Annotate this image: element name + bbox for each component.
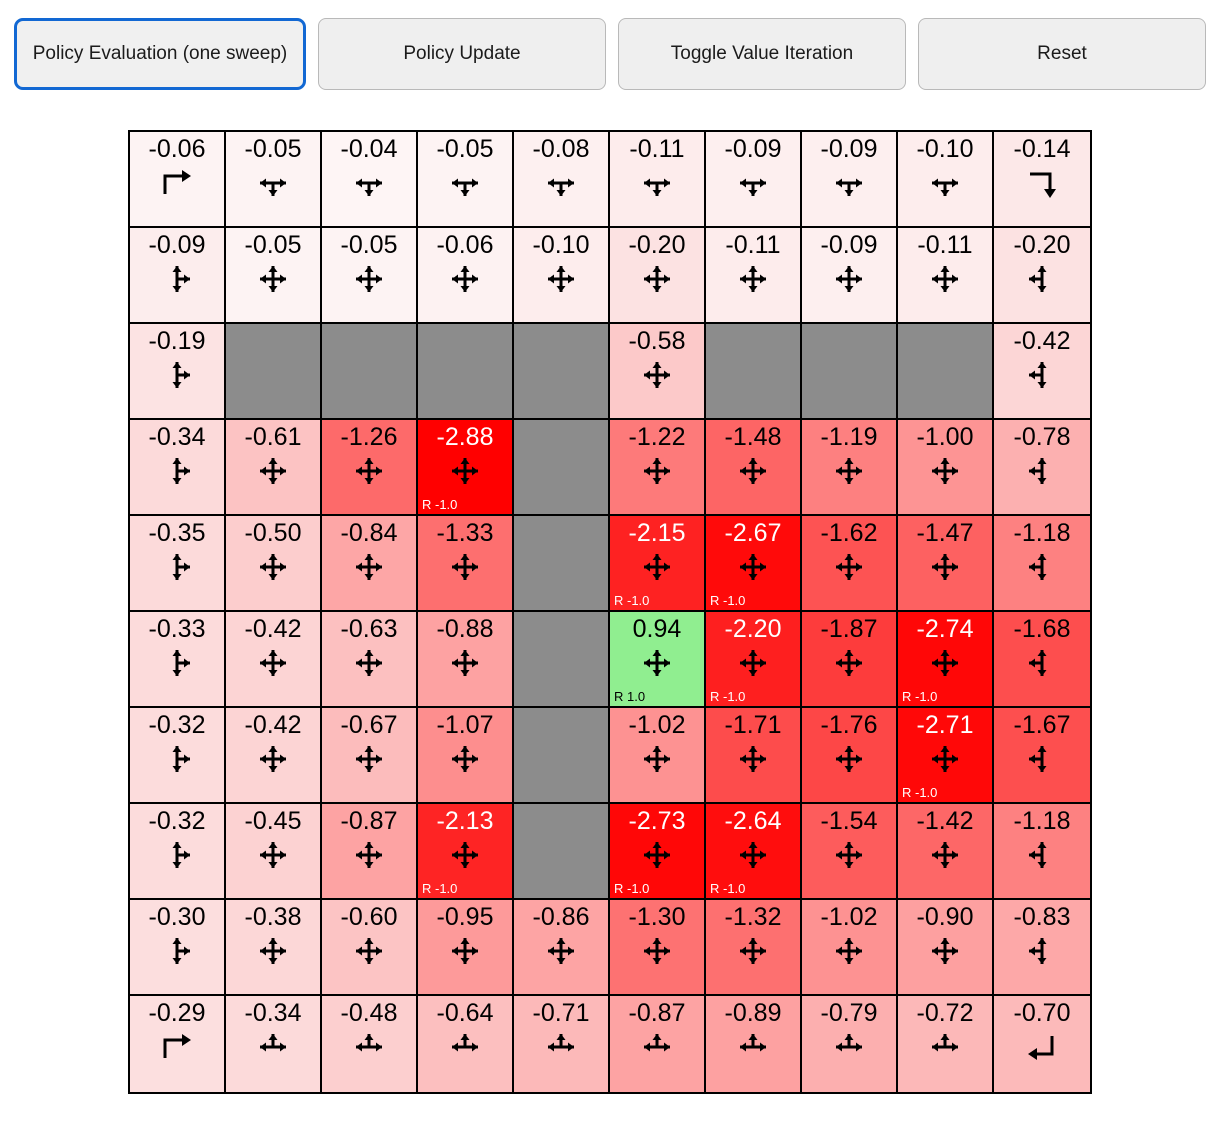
policy-arrows-icon — [610, 454, 704, 488]
grid-cell[interactable] — [994, 228, 1090, 324]
policy-arrows-icon — [514, 262, 608, 296]
grid-cell[interactable] — [322, 228, 418, 324]
cell-value: -0.84 — [340, 519, 398, 547]
grid-cell[interactable] — [130, 996, 226, 1092]
policy-arrows-icon — [706, 838, 800, 872]
grid-cell[interactable] — [226, 420, 322, 516]
cell-value: -2.20 — [724, 615, 782, 643]
policy-arrows-icon — [802, 166, 896, 200]
cell-value: -1.18 — [1013, 807, 1071, 835]
cell-value: -1.33 — [436, 519, 494, 547]
grid-cell[interactable] — [994, 516, 1090, 612]
grid-cell[interactable] — [418, 708, 514, 804]
cell-reward-label: R -1.0 — [902, 689, 938, 704]
grid-cell[interactable] — [130, 516, 226, 612]
grid-cell[interactable] — [994, 612, 1090, 708]
policy-arrows-icon — [994, 646, 1090, 680]
grid-cell[interactable] — [802, 132, 898, 228]
cell-value: -0.78 — [1013, 423, 1071, 451]
grid-cell[interactable] — [802, 420, 898, 516]
cell-value: -2.13 — [436, 807, 494, 835]
policy-arrows-icon — [130, 166, 224, 200]
policy-arrows-icon — [418, 550, 512, 584]
grid-cell[interactable] — [418, 900, 514, 996]
grid-cell[interactable] — [130, 612, 226, 708]
grid-cell[interactable] — [802, 708, 898, 804]
grid-cell[interactable] — [898, 516, 994, 612]
cell-value: -1.76 — [820, 711, 878, 739]
policy-arrows-icon — [802, 550, 896, 584]
policy-arrows-icon — [226, 934, 320, 968]
policy-arrows-icon — [994, 262, 1090, 296]
cell-value: -0.09 — [724, 135, 782, 163]
policy-arrows-icon — [514, 1030, 608, 1064]
grid-cell[interactable] — [706, 612, 802, 708]
cell-value: -2.73 — [628, 807, 686, 835]
policy-arrows-icon — [802, 454, 896, 488]
cell-value: -1.00 — [916, 423, 974, 451]
policy-arrows-icon — [898, 934, 992, 968]
cell-value: -0.58 — [628, 327, 686, 355]
cell-value: -1.71 — [724, 711, 782, 739]
grid-cell[interactable] — [418, 132, 514, 228]
grid-cell[interactable] — [226, 612, 322, 708]
grid-cell[interactable] — [130, 228, 226, 324]
grid-cell[interactable] — [418, 420, 514, 516]
cell-value: -0.42 — [1013, 327, 1071, 355]
grid-cell[interactable] — [802, 804, 898, 900]
grid-cell-wall[interactable] — [802, 324, 898, 420]
policy-arrows-icon — [322, 838, 416, 872]
grid-cell[interactable] — [802, 228, 898, 324]
policy-arrows-icon — [130, 454, 224, 488]
policy-arrows-icon — [802, 262, 896, 296]
cell-reward-label: R -1.0 — [710, 881, 746, 896]
policy-arrows-icon — [706, 742, 800, 776]
grid-cell[interactable] — [994, 804, 1090, 900]
policy-arrows-icon — [226, 166, 320, 200]
policy-arrows-icon — [994, 358, 1090, 392]
grid-cell[interactable] — [130, 420, 226, 516]
cell-value: -0.33 — [148, 615, 206, 643]
cell-value: -1.68 — [1013, 615, 1071, 643]
grid-cell[interactable] — [322, 132, 418, 228]
grid-cell[interactable] — [898, 804, 994, 900]
grid-cell-wall[interactable] — [706, 324, 802, 420]
cell-value: -0.09 — [820, 135, 878, 163]
grid-cell[interactable] — [706, 420, 802, 516]
grid-cell[interactable] — [610, 900, 706, 996]
grid-cell[interactable] — [898, 996, 994, 1092]
cell-value: -1.26 — [340, 423, 398, 451]
policy-arrows-icon — [226, 262, 320, 296]
grid-cell[interactable] — [994, 708, 1090, 804]
cell-value: -0.88 — [436, 615, 494, 643]
grid-cell[interactable] — [226, 228, 322, 324]
cell-value: -1.67 — [1013, 711, 1071, 739]
grid-cell[interactable] — [802, 900, 898, 996]
cell-value: -0.34 — [148, 423, 206, 451]
grid-cell[interactable] — [418, 612, 514, 708]
cell-value: -0.63 — [340, 615, 398, 643]
cell-value: -0.06 — [436, 231, 494, 259]
policy-arrows-icon — [418, 166, 512, 200]
cell-value: -1.54 — [820, 807, 878, 835]
cell-reward-label: R -1.0 — [902, 785, 938, 800]
grid-cell[interactable] — [706, 516, 802, 612]
cell-value: -1.48 — [724, 423, 782, 451]
grid-cell[interactable] — [514, 132, 610, 228]
policy-arrows-icon — [898, 742, 992, 776]
cell-value: -0.11 — [725, 231, 781, 259]
gridworld-grid[interactable] — [128, 130, 1092, 1094]
grid-cell-wall[interactable] — [226, 324, 322, 420]
policy-arrows-icon — [994, 838, 1090, 872]
cell-value: -0.32 — [148, 711, 206, 739]
cell-value: -0.11 — [629, 135, 685, 163]
cell-value: -0.05 — [436, 135, 494, 163]
grid-cell[interactable] — [130, 324, 226, 420]
policy-arrows-icon — [322, 646, 416, 680]
grid-cell[interactable] — [898, 132, 994, 228]
policy-arrows-icon — [610, 838, 704, 872]
gridworld-container — [0, 130, 1220, 1094]
policy-arrows-icon — [802, 742, 896, 776]
policy-arrows-icon — [418, 934, 512, 968]
grid-cell[interactable] — [322, 996, 418, 1092]
policy-arrows-icon — [994, 550, 1090, 584]
toolbar — [0, 0, 1220, 90]
policy-arrows-icon — [898, 838, 992, 872]
policy-arrows-icon — [898, 646, 992, 680]
policy-arrows-icon — [130, 550, 224, 584]
grid-cell[interactable] — [226, 900, 322, 996]
policy-arrows-icon — [514, 166, 608, 200]
policy-arrows-icon — [610, 550, 704, 584]
grid-cell[interactable] — [610, 804, 706, 900]
policy-arrows-icon — [802, 646, 896, 680]
grid-cell[interactable] — [706, 228, 802, 324]
grid-cell[interactable] — [610, 516, 706, 612]
cell-value: -0.95 — [436, 903, 494, 931]
grid-cell[interactable] — [994, 900, 1090, 996]
grid-cell[interactable] — [130, 132, 226, 228]
cell-value: -1.18 — [1013, 519, 1071, 547]
policy-arrows-icon — [898, 550, 992, 584]
grid-cell[interactable] — [418, 804, 514, 900]
cell-value: -0.48 — [340, 999, 398, 1027]
grid-cell[interactable] — [610, 420, 706, 516]
cell-value: -0.87 — [628, 999, 686, 1027]
cell-reward-label: R -1.0 — [614, 881, 650, 896]
cell-value: -1.87 — [820, 615, 878, 643]
grid-cell[interactable] — [322, 612, 418, 708]
cell-value: -0.09 — [820, 231, 878, 259]
grid-cell[interactable] — [706, 132, 802, 228]
policy-arrows-icon — [130, 1030, 224, 1064]
grid-cell-wall[interactable] — [898, 324, 994, 420]
policy-arrows-icon — [418, 838, 512, 872]
policy-arrows-icon — [610, 934, 704, 968]
cell-value: -1.19 — [820, 423, 878, 451]
grid-cell[interactable] — [610, 612, 706, 708]
cell-value: -0.11 — [917, 231, 973, 259]
grid-cell[interactable] — [322, 420, 418, 516]
policy-arrows-icon — [514, 934, 608, 968]
cell-reward-label: R -1.0 — [710, 689, 746, 704]
cell-reward-label: R -1.0 — [614, 593, 650, 608]
grid-cell[interactable] — [706, 996, 802, 1092]
grid-cell-wall[interactable] — [514, 324, 610, 420]
grid-cell[interactable] — [898, 420, 994, 516]
cell-value: -0.20 — [628, 231, 686, 259]
policy-arrows-icon — [322, 742, 416, 776]
cell-value: -0.60 — [340, 903, 398, 931]
policy-arrows-icon — [130, 838, 224, 872]
grid-cell[interactable] — [130, 708, 226, 804]
cell-value: -0.04 — [340, 135, 398, 163]
policy-arrows-icon — [994, 454, 1090, 488]
cell-value: -0.05 — [340, 231, 398, 259]
cell-value: -1.02 — [820, 903, 878, 931]
grid-cell[interactable] — [226, 132, 322, 228]
grid-cell[interactable] — [898, 612, 994, 708]
policy-arrows-icon — [898, 454, 992, 488]
grid-cell[interactable] — [322, 900, 418, 996]
grid-cell-wall[interactable] — [514, 612, 610, 708]
policy-arrows-icon — [994, 166, 1090, 200]
policy-arrows-icon — [898, 166, 992, 200]
cell-value: -0.10 — [916, 135, 974, 163]
cell-value: -2.74 — [916, 615, 974, 643]
grid-cell[interactable] — [418, 996, 514, 1092]
cell-value: -1.32 — [724, 903, 782, 931]
grid-cell[interactable] — [994, 420, 1090, 516]
grid-cell[interactable] — [706, 708, 802, 804]
policy-arrows-icon — [130, 742, 224, 776]
policy-arrows-icon — [322, 166, 416, 200]
policy-arrows-icon — [898, 262, 992, 296]
cell-value: -1.07 — [436, 711, 494, 739]
grid-cell-wall[interactable] — [418, 324, 514, 420]
grid-cell[interactable] — [226, 516, 322, 612]
grid-cell-wall[interactable] — [322, 324, 418, 420]
policy-arrows-icon — [994, 934, 1090, 968]
policy-arrows-icon — [706, 454, 800, 488]
grid-cell[interactable] — [802, 612, 898, 708]
cell-value: -2.15 — [628, 519, 686, 547]
cell-value: 0.94 — [632, 615, 682, 643]
policy-arrows-icon — [226, 550, 320, 584]
cell-value: -0.06 — [148, 135, 206, 163]
policy-arrows-icon — [418, 262, 512, 296]
grid-cell[interactable] — [514, 228, 610, 324]
grid-cell[interactable] — [898, 900, 994, 996]
grid-cell[interactable] — [130, 900, 226, 996]
policy-arrows-icon — [130, 934, 224, 968]
policy-arrows-icon — [802, 838, 896, 872]
policy-arrows-icon — [610, 166, 704, 200]
grid-cell-wall[interactable] — [514, 804, 610, 900]
grid-cell[interactable] — [226, 996, 322, 1092]
policy-arrows-icon — [802, 934, 896, 968]
policy-arrows-icon — [610, 646, 704, 680]
grid-cell[interactable] — [130, 804, 226, 900]
grid-cell[interactable] — [802, 516, 898, 612]
cell-value: -0.08 — [532, 135, 590, 163]
cell-value: -0.89 — [724, 999, 782, 1027]
policy-arrows-icon — [322, 1030, 416, 1064]
policy-arrows-icon — [418, 742, 512, 776]
grid-cell[interactable] — [610, 996, 706, 1092]
grid-cell[interactable] — [610, 324, 706, 420]
policy-arrows-icon — [706, 934, 800, 968]
cell-value: -2.71 — [916, 711, 974, 739]
grid-cell[interactable] — [994, 132, 1090, 228]
cell-value: -1.47 — [916, 519, 974, 547]
policy-arrows-icon — [130, 358, 224, 392]
cell-value: -0.09 — [148, 231, 206, 259]
grid-cell[interactable] — [994, 324, 1090, 420]
cell-value: -0.50 — [244, 519, 302, 547]
cell-reward-label: R -1.0 — [710, 593, 746, 608]
cell-value: -0.71 — [532, 999, 590, 1027]
grid-cell[interactable] — [610, 228, 706, 324]
grid-cell[interactable] — [322, 708, 418, 804]
cell-value: -0.42 — [244, 615, 302, 643]
policy-arrows-icon — [994, 1030, 1090, 1064]
cell-value: -0.42 — [244, 711, 302, 739]
cell-value: -0.79 — [820, 999, 878, 1027]
grid-cell[interactable] — [418, 228, 514, 324]
grid-cell[interactable] — [514, 996, 610, 1092]
cell-value: -0.67 — [340, 711, 398, 739]
grid-cell-wall[interactable] — [514, 420, 610, 516]
cell-value: -1.30 — [628, 903, 686, 931]
grid-cell[interactable] — [610, 708, 706, 804]
cell-value: -1.22 — [628, 423, 686, 451]
cell-value: -0.19 — [148, 327, 206, 355]
cell-value: -0.34 — [244, 999, 302, 1027]
cell-value: -2.88 — [436, 423, 494, 451]
cell-value: -0.20 — [1013, 231, 1071, 259]
grid-cell[interactable] — [706, 900, 802, 996]
policy-arrows-icon — [226, 742, 320, 776]
toolbar-button-2[interactable]: Toggle Value Iteration — [618, 18, 906, 90]
policy-arrows-icon — [418, 646, 512, 680]
cell-value: -0.45 — [244, 807, 302, 835]
policy-arrows-icon — [226, 1030, 320, 1064]
cell-value: -1.42 — [916, 807, 974, 835]
grid-cell[interactable] — [418, 516, 514, 612]
policy-arrows-icon — [706, 262, 800, 296]
policy-arrows-icon — [130, 262, 224, 296]
cell-value: -0.61 — [244, 423, 302, 451]
policy-arrows-icon — [418, 454, 512, 488]
cell-value: -0.70 — [1013, 999, 1071, 1027]
cell-value: -0.38 — [244, 903, 302, 931]
grid-cell-wall[interactable] — [514, 516, 610, 612]
cell-value: -0.64 — [436, 999, 494, 1027]
grid-cell[interactable] — [802, 996, 898, 1092]
policy-arrows-icon — [322, 454, 416, 488]
policy-arrows-icon — [610, 358, 704, 392]
toolbar-button-0[interactable]: Policy Evaluation (one sweep) — [14, 18, 306, 90]
toolbar-button-3[interactable]: Reset — [918, 18, 1206, 90]
cell-value: -1.02 — [628, 711, 686, 739]
cell-value: -0.86 — [532, 903, 590, 931]
grid-cell-wall[interactable] — [514, 708, 610, 804]
cell-value: -0.35 — [148, 519, 206, 547]
policy-arrows-icon — [610, 1030, 704, 1064]
policy-arrows-icon — [706, 1030, 800, 1064]
grid-cell[interactable] — [994, 996, 1090, 1092]
policy-arrows-icon — [322, 262, 416, 296]
cell-value: -0.32 — [148, 807, 206, 835]
policy-arrows-icon — [226, 454, 320, 488]
cell-value: -2.64 — [724, 807, 782, 835]
cell-value: -0.30 — [148, 903, 206, 931]
grid-cell[interactable] — [226, 804, 322, 900]
cell-value: -0.10 — [532, 231, 590, 259]
policy-arrows-icon — [706, 550, 800, 584]
cell-value: -0.14 — [1013, 135, 1071, 163]
grid-cell[interactable] — [322, 804, 418, 900]
cell-value: -0.29 — [148, 999, 206, 1027]
policy-arrows-icon — [322, 934, 416, 968]
cell-value: -0.83 — [1013, 903, 1071, 931]
policy-arrows-icon — [418, 1030, 512, 1064]
policy-arrows-icon — [802, 1030, 896, 1064]
cell-reward-label: R 1.0 — [614, 689, 646, 704]
policy-arrows-icon — [226, 646, 320, 680]
cell-reward-label: R -1.0 — [422, 881, 458, 896]
cell-reward-label: R -1.0 — [422, 497, 458, 512]
cell-value: -0.87 — [340, 807, 398, 835]
policy-arrows-icon — [610, 742, 704, 776]
grid-cell[interactable] — [514, 900, 610, 996]
grid-cell[interactable] — [322, 516, 418, 612]
policy-arrows-icon — [706, 646, 800, 680]
cell-value: -0.72 — [916, 999, 974, 1027]
policy-arrows-icon — [130, 646, 224, 680]
cell-value: -2.67 — [724, 519, 782, 547]
cell-value: -0.05 — [244, 231, 302, 259]
grid-cell[interactable] — [898, 708, 994, 804]
grid-cell[interactable] — [226, 708, 322, 804]
policy-arrows-icon — [226, 838, 320, 872]
policy-arrows-icon — [610, 262, 704, 296]
cell-value: -0.05 — [244, 135, 302, 163]
policy-arrows-icon — [898, 1030, 992, 1064]
policy-arrows-icon — [706, 166, 800, 200]
toolbar-button-1[interactable]: Policy Update — [318, 18, 606, 90]
grid-cell[interactable] — [706, 804, 802, 900]
cell-value: -0.90 — [916, 903, 974, 931]
cell-value: -1.62 — [820, 519, 878, 547]
policy-arrows-icon — [322, 550, 416, 584]
grid-cell[interactable] — [610, 132, 706, 228]
grid-cell[interactable] — [898, 228, 994, 324]
policy-arrows-icon — [994, 742, 1090, 776]
